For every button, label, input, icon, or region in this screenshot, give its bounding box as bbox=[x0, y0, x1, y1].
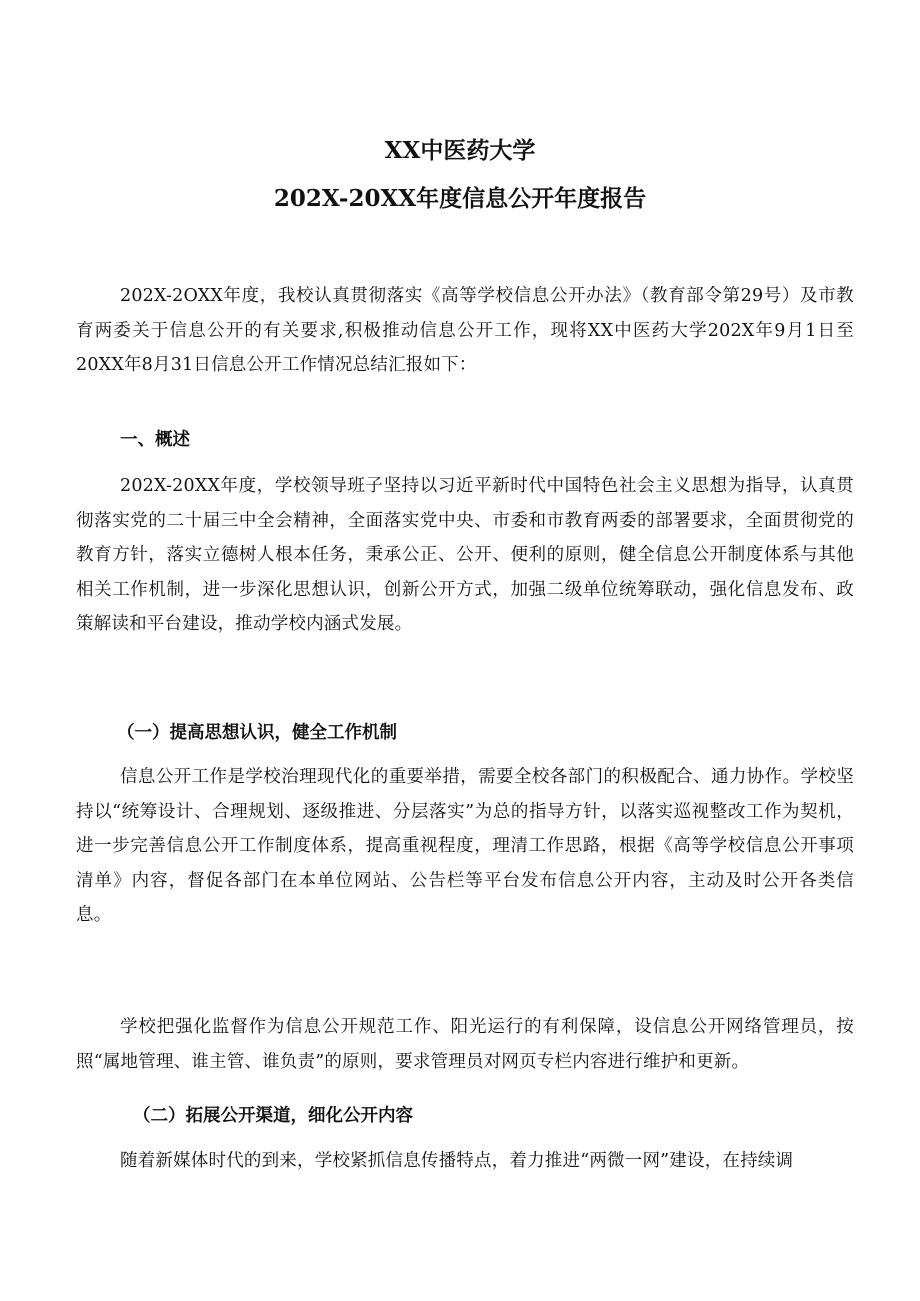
intro-paragraph: 202X-2OXX年度，我校认真贯彻落实《高等学校信息公开办法》（教育部令第29号）及市教育两委关于信息公开的有关要求,积极推动信息公开工作，现将XX中医药大学202X年9月1日至20XX年8月31日信息公开工作情况总结汇报如下： bbox=[76, 286, 854, 376]
overview-paragraph: 202X-20XX年度，学校领导班子坚持以习近平新时代中国特色社会主义思想为指导，认真贯彻落实党的二十届三中全会精神，全面落实党中央、市委和市教育两委的部署要求，全面贯彻党的教育方针，落实立德树人根本任务，秉承公正、公开、便利的原则，健全信息公开制度体系与其他相关工作机制，进一步深化思想认识，创新公开方式，加强二级单位统筹联动，强化信息发布、政策解读和平台建设，推动学校内涵式发展。 bbox=[76, 476, 854, 635]
document-title-line1: XX中医药大学 bbox=[384, 137, 536, 164]
section-heading-overview: 一、概述 bbox=[120, 430, 190, 450]
subsection-heading-2: （二）拓展公开渠道，细化公开内容 bbox=[133, 1106, 413, 1126]
document-title-line2: 202X-20XX年度信息公开年度报告 bbox=[273, 185, 647, 212]
subsection-1-paragraph-2: 学校把强化监督作为信息公开规范工作、阳光运行的有利保障，设信息公开网络管理员，按照“属地管理、谁主管、谁负责”的原则，要求管理员对网页专栏内容进行维护和更新。 bbox=[76, 1017, 854, 1072]
subsection-1-paragraph-1: 信息公开工作是学校治理现代化的重要举措，需要全校各部门的积极配合、通力协作。学校坚持以“统筹设计、合理规划、逐级推进、分层落实”为总的指导方针，以落实巡视整改工作为契机，进一步完善信息公开工作制度体系，提高重视程度，理清工作思路，根据《高等学校信息公开事项清单》内容，督促各部门在本单位网站、公告栏等平台发布信息公开内容，主动及时公开各类信息。 bbox=[76, 767, 854, 926]
subsection-heading-1: （一）提高思想认识，健全工作机制 bbox=[117, 723, 397, 743]
subsection-2-paragraph-1: 随着新媒体时代的到来，学校紧抓信息传播特点，着力推进“两微一网”建设，在持续调 bbox=[120, 1151, 794, 1171]
